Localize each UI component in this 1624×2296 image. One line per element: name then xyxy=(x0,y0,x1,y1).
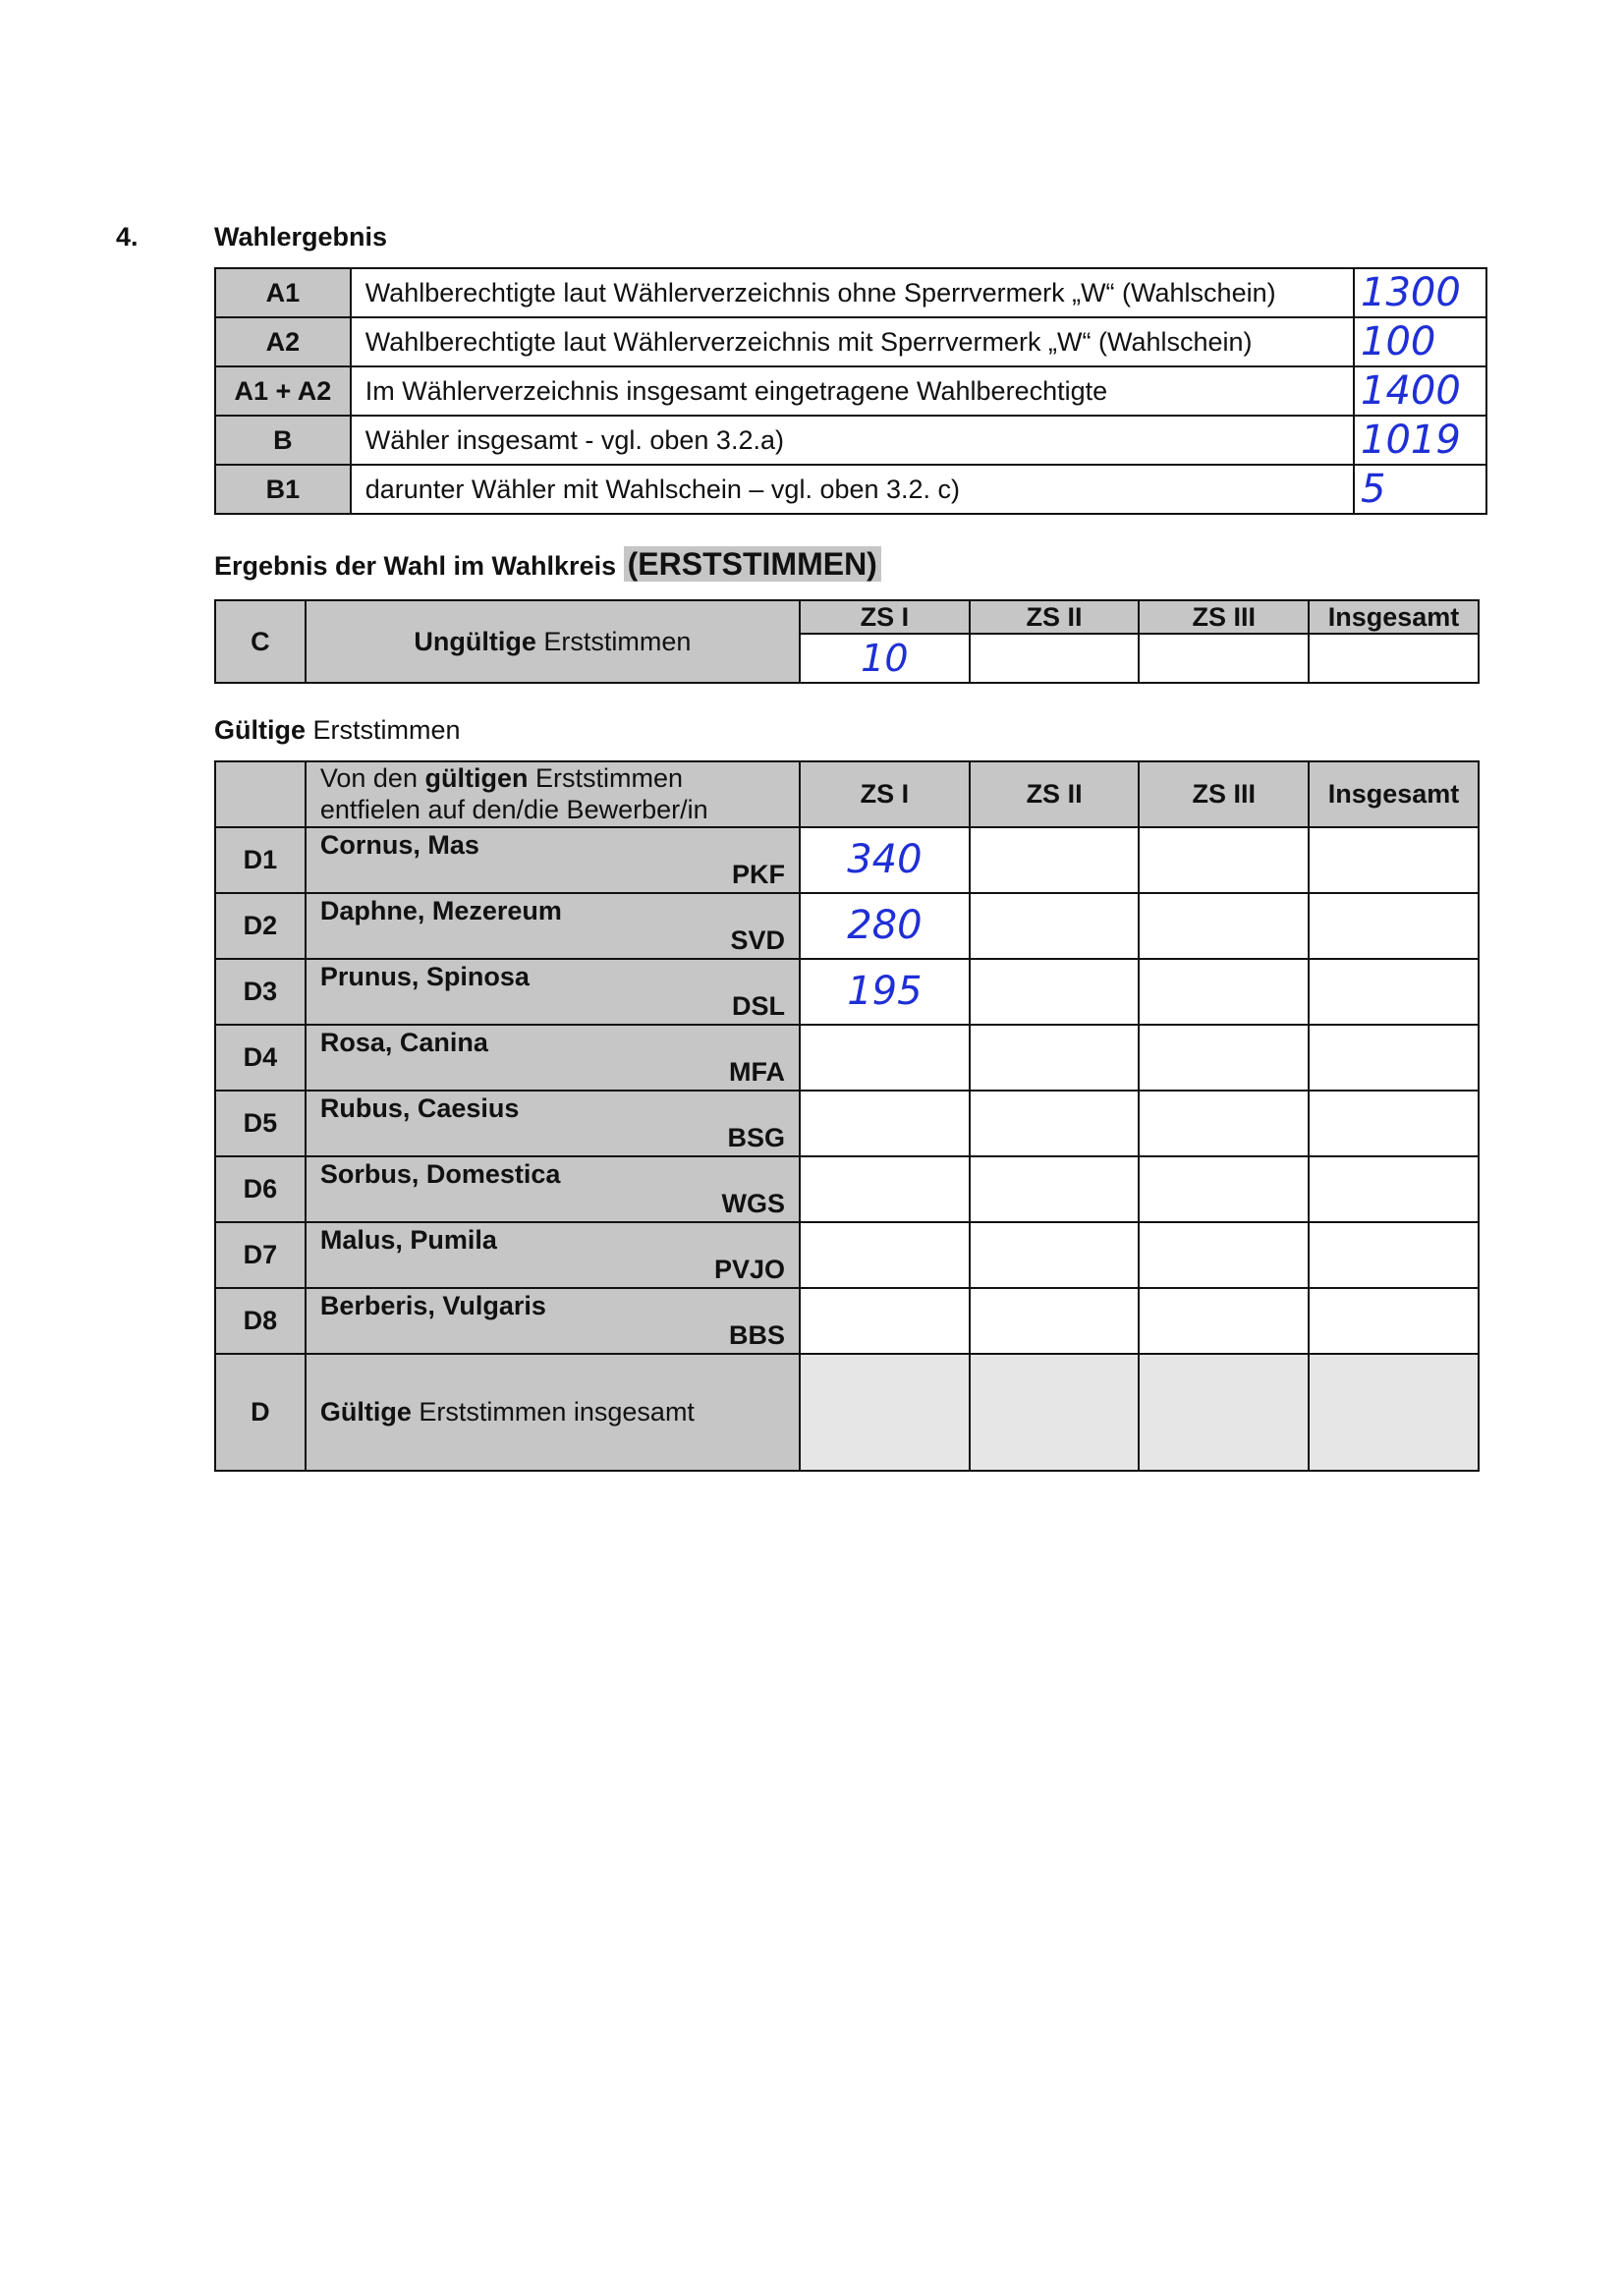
col-header: ZS I xyxy=(800,761,970,827)
total-label xyxy=(306,1354,800,1471)
candidate-party: PVJO xyxy=(713,1254,785,1284)
section-title: Wahlergebnis xyxy=(214,222,388,252)
candidate-code: D1 xyxy=(215,827,306,893)
total-cell[interactable] xyxy=(800,1354,970,1471)
valid-votes-table xyxy=(214,760,1480,1472)
row-value[interactable]: 1019 xyxy=(1361,418,1461,463)
row-code: A1 xyxy=(215,268,351,317)
row-code: B xyxy=(215,416,351,465)
total-cell[interactable] xyxy=(1139,1354,1309,1471)
candidate-party: WGS xyxy=(721,1188,785,1218)
candidate-cell xyxy=(306,959,800,1025)
row-value[interactable]: 1400 xyxy=(1361,368,1461,414)
candidate-party: BBS xyxy=(728,1319,785,1350)
result-heading-text: Ergebnis der Wahl im Wahlkreis xyxy=(214,551,617,581)
col-header: ZS II xyxy=(970,761,1140,827)
candidate-code: D6 xyxy=(215,1156,306,1222)
summary-row xyxy=(215,366,1486,416)
invalid-value[interactable]: 10 xyxy=(861,637,909,680)
candidate-name: Prunus, Spinosa xyxy=(319,961,530,991)
col-header: Insgesamt xyxy=(1309,761,1479,827)
candidate-code: D5 xyxy=(215,1091,306,1156)
row-value[interactable]: 1300 xyxy=(1361,270,1461,315)
valid-header-row xyxy=(215,761,1479,827)
candidate-code: D7 xyxy=(215,1222,306,1288)
candidate-name: Sorbus, Domestica xyxy=(319,1158,561,1189)
invalid-label-rest: Erststimmen xyxy=(535,626,692,656)
candidate-row xyxy=(215,959,1479,1025)
candidate-code: D4 xyxy=(215,1025,306,1091)
row-label: darunter Wähler mit Wahlschein – vgl. oben 3.2. c) xyxy=(351,465,1354,514)
summary-row xyxy=(215,268,1486,317)
candidate-row xyxy=(215,827,1479,893)
candidate-party: BSG xyxy=(727,1122,785,1152)
vote-cell[interactable]: 280 xyxy=(847,903,923,949)
candidate-cell xyxy=(306,827,800,893)
invalid-label-bold: Ungültige xyxy=(414,626,536,656)
col-header: ZS II xyxy=(970,600,1140,634)
row-label: Wahlberechtigte laut Wählerverzeichnis ohne Sperrvermerk „W“ (Wahlschein) xyxy=(351,268,1354,317)
candidate-party: MFA xyxy=(729,1056,785,1087)
total-cell[interactable] xyxy=(1309,1354,1479,1471)
candidate-cell xyxy=(306,1091,800,1156)
col-header: ZS III xyxy=(1139,600,1309,634)
total-label-bold: Gültige xyxy=(319,1396,412,1427)
candidate-name: Cornus, Mas xyxy=(319,829,479,860)
result-heading-highlight: (ERSTSTIMMEN) xyxy=(624,546,881,582)
candidate-row xyxy=(215,1025,1479,1091)
candidate-cell xyxy=(306,1222,800,1288)
col-header: Insgesamt xyxy=(1309,600,1479,634)
candidate-name: Berberis, Vulgaris xyxy=(319,1290,546,1320)
valid-heading-rest: Erststimmen xyxy=(306,715,461,745)
candidate-party: PKF xyxy=(732,859,785,889)
candidate-name: Rosa, Canina xyxy=(319,1027,488,1057)
candidate-row xyxy=(215,893,1479,959)
valid-header-label: Von den gültigen Erststimmen entfielen auf den/die Bewerber/in xyxy=(306,761,800,827)
candidate-row xyxy=(215,1288,1479,1354)
candidate-code: D8 xyxy=(215,1288,306,1354)
vote-cell[interactable]: 195 xyxy=(847,969,923,1015)
row-code: B1 xyxy=(215,465,351,514)
valid-heading-bold: Gültige xyxy=(214,715,306,745)
candidate-party: DSL xyxy=(732,990,785,1021)
vote-cell[interactable]: 340 xyxy=(847,837,923,883)
col-header: ZS I xyxy=(800,600,970,634)
invalid-label xyxy=(306,600,800,683)
row-value[interactable]: 100 xyxy=(1361,319,1436,364)
row-label: Im Wählerverzeichnis insgesamt eingetragene Wahlberechtigte xyxy=(351,366,1354,416)
candidate-name: Malus, Pumila xyxy=(319,1224,497,1255)
candidate-name: Rubus, Caesius xyxy=(319,1092,520,1123)
row-label: Wahlberechtigte laut Wählerverzeichnis mit Sperrvermerk „W“ (Wahlschein) xyxy=(351,317,1354,366)
row-value[interactable]: 5 xyxy=(1361,467,1386,512)
valid-heading xyxy=(214,715,461,746)
result-heading xyxy=(214,546,881,583)
candidate-code: D3 xyxy=(215,959,306,1025)
invalid-code: C xyxy=(215,600,306,683)
candidate-row xyxy=(215,1222,1479,1288)
total-code: D xyxy=(215,1354,306,1471)
candidate-code: D2 xyxy=(215,893,306,959)
candidate-cell xyxy=(306,1156,800,1222)
col-header: ZS III xyxy=(1139,761,1309,827)
summary-row xyxy=(215,317,1486,366)
total-label-rest: Erststimmen insgesamt xyxy=(411,1396,695,1427)
total-row xyxy=(215,1354,1479,1471)
row-code: A1 + A2 xyxy=(215,366,351,416)
candidate-name: Daphne, Mezereum xyxy=(319,895,562,925)
candidate-row xyxy=(215,1156,1479,1222)
summary-table xyxy=(214,267,1487,515)
candidate-cell xyxy=(306,1288,800,1354)
candidate-row xyxy=(215,1091,1479,1156)
candidate-cell xyxy=(306,1025,800,1091)
total-cell[interactable] xyxy=(970,1354,1140,1471)
summary-row xyxy=(215,416,1486,465)
summary-row xyxy=(215,465,1486,514)
invalid-votes-table xyxy=(214,599,1480,684)
candidate-party: SVD xyxy=(730,924,785,955)
row-label: Wähler insgesamt - vgl. oben 3.2.a) xyxy=(351,416,1354,465)
candidate-cell xyxy=(306,893,800,959)
row-code: A2 xyxy=(215,317,351,366)
section-number: 4. xyxy=(116,222,139,252)
